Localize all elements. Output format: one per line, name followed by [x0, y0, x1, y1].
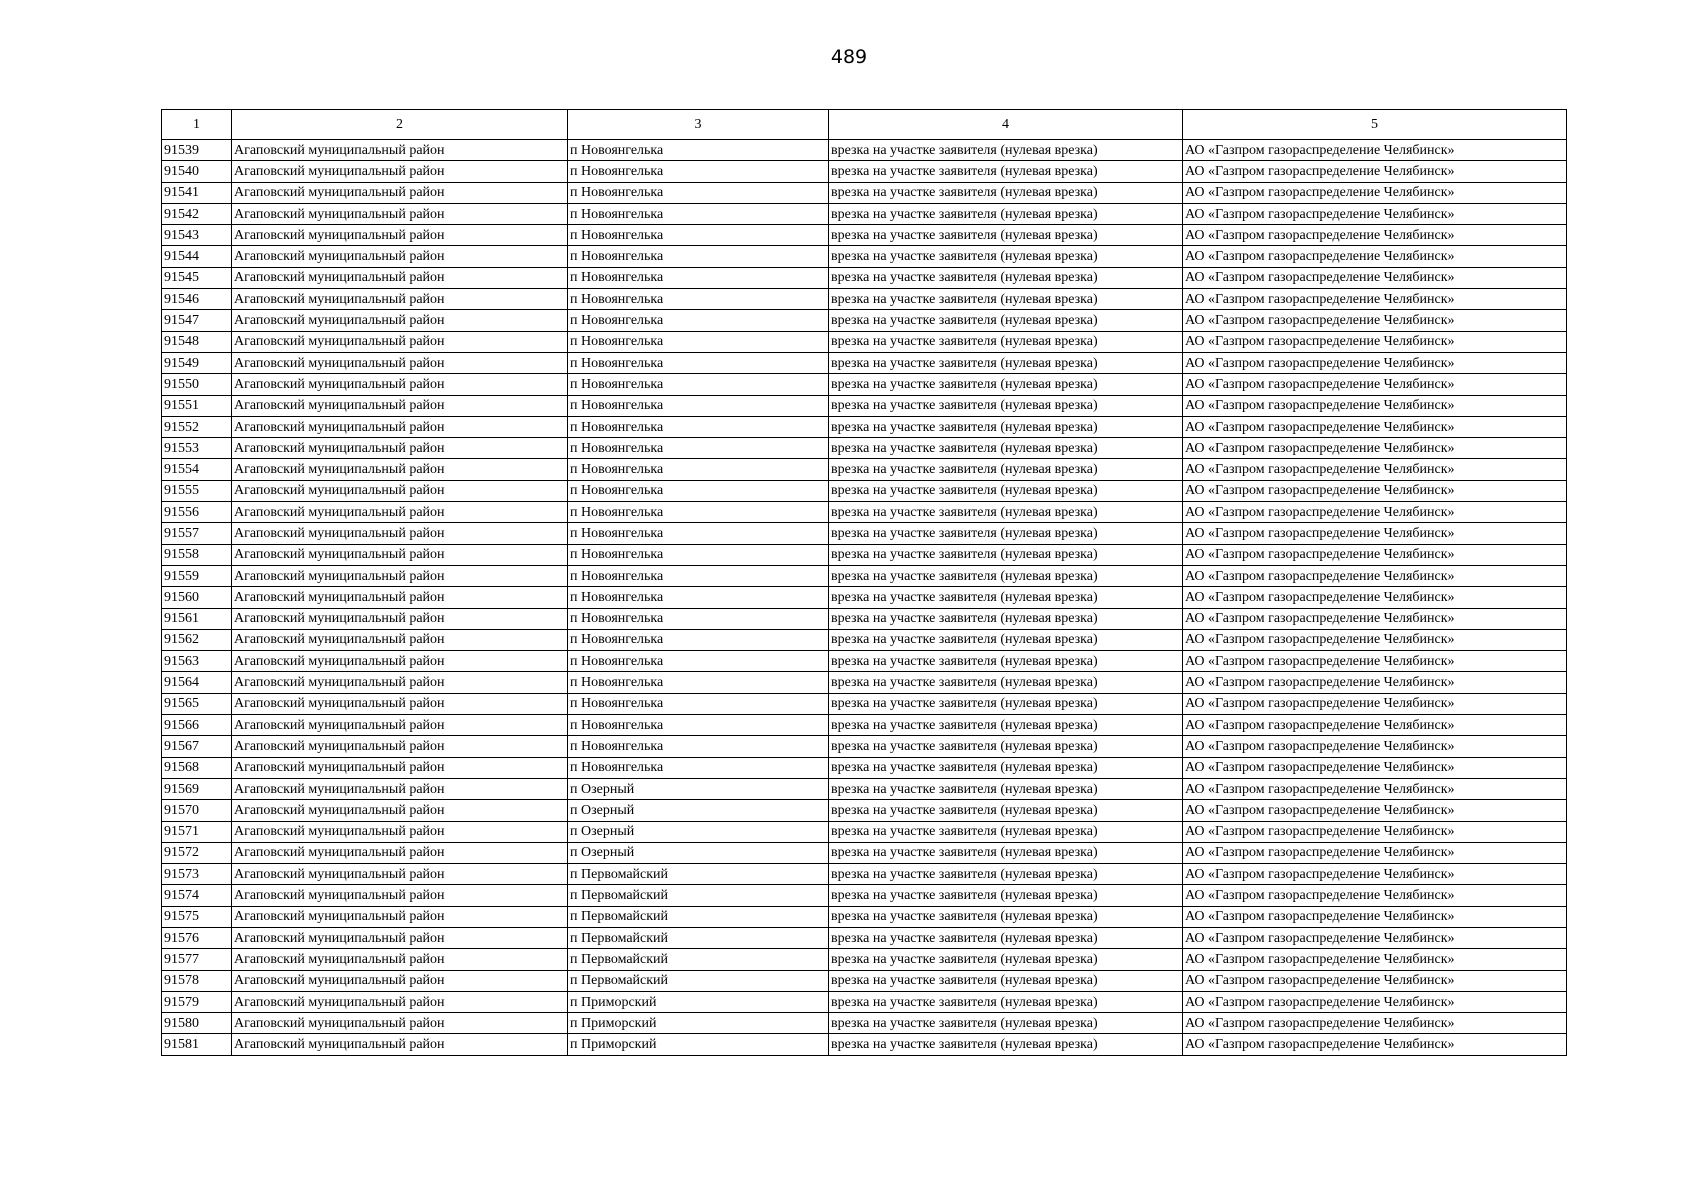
connection-type-cell: врезка на участке заявителя (нулевая врезка) [829, 736, 1183, 757]
record-number-cell: 91562 [162, 629, 232, 650]
district-cell: Агаповский муниципальный район [232, 395, 568, 416]
table-row [162, 651, 1567, 672]
data-table [161, 109, 1567, 1056]
record-number-cell: 91571 [162, 821, 232, 842]
record-number-cell: 91544 [162, 246, 232, 267]
organization-cell: АО «Газпром газораспределение Челябинск» [1183, 1034, 1567, 1055]
table-row [162, 864, 1567, 885]
record-number-cell: 91566 [162, 715, 232, 736]
table-row [162, 970, 1567, 991]
connection-type-cell: врезка на участке заявителя (нулевая врезка) [829, 927, 1183, 948]
connection-type-cell: врезка на участке заявителя (нулевая врезка) [829, 800, 1183, 821]
settlement-cell: п Новоянгелька [568, 672, 829, 693]
record-number-cell: 91564 [162, 672, 232, 693]
record-number-cell: 91563 [162, 651, 232, 672]
organization-cell: АО «Газпром газораспределение Челябинск» [1183, 502, 1567, 523]
district-cell: Агаповский муниципальный район [232, 161, 568, 182]
table-row [162, 906, 1567, 927]
settlement-cell: п Новоянгелька [568, 693, 829, 714]
organization-cell: АО «Газпром газораспределение Челябинск» [1183, 182, 1567, 203]
table-row [162, 565, 1567, 586]
record-number-cell: 91576 [162, 927, 232, 948]
record-number-cell: 91546 [162, 289, 232, 310]
table-row [162, 502, 1567, 523]
connection-type-cell: врезка на участке заявителя (нулевая врезка) [829, 587, 1183, 608]
connection-type-cell: врезка на участке заявителя (нулевая врезка) [829, 352, 1183, 373]
record-number-cell: 91572 [162, 842, 232, 863]
settlement-cell: п Новоянгелька [568, 161, 829, 182]
table-row [162, 757, 1567, 778]
organization-cell: АО «Газпром газораспределение Челябинск» [1183, 565, 1567, 586]
settlement-cell: п Новоянгелька [568, 565, 829, 586]
settlement-cell: п Новоянгелька [568, 395, 829, 416]
settlement-cell: п Новоянгелька [568, 289, 829, 310]
table-row [162, 225, 1567, 246]
settlement-cell: п Новоянгелька [568, 459, 829, 480]
settlement-cell: п Озерный [568, 778, 829, 799]
column-header-5: 5 [1183, 110, 1567, 140]
connection-type-cell: врезка на участке заявителя (нулевая врезка) [829, 502, 1183, 523]
organization-cell: АО «Газпром газораспределение Челябинск» [1183, 587, 1567, 608]
record-number-cell: 91569 [162, 778, 232, 799]
district-cell: Агаповский муниципальный район [232, 842, 568, 863]
settlement-cell: п Новоянгелька [568, 629, 829, 650]
organization-cell: АО «Газпром газораспределение Челябинск» [1183, 736, 1567, 757]
settlement-cell: п Новоянгелька [568, 182, 829, 203]
district-cell: Агаповский муниципальный район [232, 778, 568, 799]
settlement-cell: п Новоянгелька [568, 502, 829, 523]
organization-cell: АО «Газпром газораспределение Челябинск» [1183, 1013, 1567, 1034]
organization-cell: АО «Газпром газораспределение Челябинск» [1183, 885, 1567, 906]
district-cell: Агаповский муниципальный район [232, 1034, 568, 1055]
connection-type-cell: врезка на участке заявителя (нулевая врезка) [829, 289, 1183, 310]
record-number-cell: 91573 [162, 864, 232, 885]
record-number-cell: 91550 [162, 374, 232, 395]
organization-cell: АО «Газпром газораспределение Челябинск» [1183, 203, 1567, 224]
organization-cell: АО «Газпром газораспределение Челябинск» [1183, 416, 1567, 437]
settlement-cell: п Новоянгелька [568, 544, 829, 565]
table-row [162, 672, 1567, 693]
district-cell: Агаповский муниципальный район [232, 906, 568, 927]
connection-type-cell: врезка на участке заявителя (нулевая врезка) [829, 395, 1183, 416]
settlement-cell: п Новоянгелька [568, 715, 829, 736]
organization-cell: АО «Газпром газораспределение Челябинск» [1183, 715, 1567, 736]
district-cell: Агаповский муниципальный район [232, 715, 568, 736]
table-body [162, 140, 1567, 1056]
table-row [162, 438, 1567, 459]
district-cell: Агаповский муниципальный район [232, 331, 568, 352]
settlement-cell: п Приморский [568, 1013, 829, 1034]
connection-type-cell: врезка на участке заявителя (нулевая врезка) [829, 715, 1183, 736]
settlement-cell: п Новоянгелька [568, 310, 829, 331]
organization-cell: АО «Газпром газораспределение Челябинск» [1183, 608, 1567, 629]
table-row [162, 949, 1567, 970]
district-cell: Агаповский муниципальный район [232, 629, 568, 650]
table-row [162, 991, 1567, 1012]
organization-cell: АО «Газпром газораспределение Челябинск» [1183, 480, 1567, 501]
table-row [162, 480, 1567, 501]
table-row [162, 331, 1567, 352]
district-cell: Агаповский муниципальный район [232, 267, 568, 288]
record-number-cell: 91540 [162, 161, 232, 182]
district-cell: Агаповский муниципальный район [232, 225, 568, 246]
record-number-cell: 91556 [162, 502, 232, 523]
connection-type-cell: врезка на участке заявителя (нулевая врезка) [829, 182, 1183, 203]
district-cell: Агаповский муниципальный район [232, 310, 568, 331]
record-number-cell: 91568 [162, 757, 232, 778]
connection-type-cell: врезка на участке заявителя (нулевая врезка) [829, 906, 1183, 927]
district-cell: Агаповский муниципальный район [232, 246, 568, 267]
district-cell: Агаповский муниципальный район [232, 800, 568, 821]
record-number-cell: 91539 [162, 140, 232, 161]
record-number-cell: 91551 [162, 395, 232, 416]
connection-type-cell: врезка на участке заявителя (нулевая врезка) [829, 1034, 1183, 1055]
organization-cell: АО «Газпром газораспределение Челябинск» [1183, 949, 1567, 970]
table-row [162, 310, 1567, 331]
district-cell: Агаповский муниципальный район [232, 672, 568, 693]
connection-type-cell: врезка на участке заявителя (нулевая врезка) [829, 821, 1183, 842]
table-row [162, 1013, 1567, 1034]
organization-cell: АО «Газпром газораспределение Челябинск» [1183, 267, 1567, 288]
settlement-cell: п Озерный [568, 821, 829, 842]
table-row [162, 736, 1567, 757]
connection-type-cell: врезка на участке заявителя (нулевая врезка) [829, 544, 1183, 565]
organization-cell: АО «Газпром газораспределение Челябинск» [1183, 140, 1567, 161]
table-row [162, 778, 1567, 799]
settlement-cell: п Новоянгелька [568, 651, 829, 672]
district-cell: Агаповский муниципальный район [232, 438, 568, 459]
table-row [162, 544, 1567, 565]
district-cell: Агаповский муниципальный район [232, 736, 568, 757]
record-number-cell: 91555 [162, 480, 232, 501]
connection-type-cell: врезка на участке заявителя (нулевая врезка) [829, 970, 1183, 991]
table-row [162, 715, 1567, 736]
table-row [162, 161, 1567, 182]
connection-type-cell: врезка на участке заявителя (нулевая врезка) [829, 651, 1183, 672]
table-row [162, 246, 1567, 267]
record-number-cell: 91552 [162, 416, 232, 437]
district-cell: Агаповский муниципальный район [232, 970, 568, 991]
connection-type-cell: врезка на участке заявителя (нулевая врезка) [829, 949, 1183, 970]
connection-type-cell: врезка на участке заявителя (нулевая врезка) [829, 778, 1183, 799]
connection-type-cell: врезка на участке заявителя (нулевая врезка) [829, 693, 1183, 714]
settlement-cell: п Новоянгелька [568, 608, 829, 629]
column-header-3: 3 [568, 110, 829, 140]
organization-cell: АО «Газпром газораспределение Челябинск» [1183, 800, 1567, 821]
table-row [162, 203, 1567, 224]
table-row [162, 182, 1567, 203]
organization-cell: АО «Газпром газораспределение Челябинск» [1183, 672, 1567, 693]
organization-cell: АО «Газпром газораспределение Челябинск» [1183, 374, 1567, 395]
table-row [162, 374, 1567, 395]
organization-cell: АО «Газпром газораспределение Челябинск» [1183, 331, 1567, 352]
organization-cell: АО «Газпром газораспределение Челябинск» [1183, 842, 1567, 863]
connection-type-cell: врезка на участке заявителя (нулевая врезка) [829, 991, 1183, 1012]
organization-cell: АО «Газпром газораспределение Челябинск» [1183, 459, 1567, 480]
connection-type-cell: врезка на участке заявителя (нулевая врезка) [829, 608, 1183, 629]
district-cell: Агаповский муниципальный район [232, 885, 568, 906]
district-cell: Агаповский муниципальный район [232, 182, 568, 203]
organization-cell: АО «Газпром газораспределение Челябинск» [1183, 821, 1567, 842]
district-cell: Агаповский муниципальный район [232, 587, 568, 608]
organization-cell: АО «Газпром газораспределение Челябинск» [1183, 693, 1567, 714]
district-cell: Агаповский муниципальный район [232, 140, 568, 161]
table-row [162, 885, 1567, 906]
organization-cell: АО «Газпром газораспределение Челябинск» [1183, 352, 1567, 373]
settlement-cell: п Новоянгелька [568, 757, 829, 778]
record-number-cell: 91553 [162, 438, 232, 459]
settlement-cell: п Первомайский [568, 949, 829, 970]
organization-cell: АО «Газпром газораспределение Челябинск» [1183, 544, 1567, 565]
column-header-2: 2 [232, 110, 568, 140]
organization-cell: АО «Газпром газораспределение Челябинск» [1183, 395, 1567, 416]
record-number-cell: 91580 [162, 1013, 232, 1034]
settlement-cell: п Первомайский [568, 970, 829, 991]
table-row [162, 842, 1567, 863]
district-cell: Агаповский муниципальный район [232, 651, 568, 672]
organization-cell: АО «Газпром газораспределение Челябинск» [1183, 970, 1567, 991]
header-row [162, 110, 1567, 140]
connection-type-cell: врезка на участке заявителя (нулевая врезка) [829, 416, 1183, 437]
table-row [162, 800, 1567, 821]
settlement-cell: п Новоянгелька [568, 246, 829, 267]
table-row [162, 395, 1567, 416]
settlement-cell: п Новоянгелька [568, 203, 829, 224]
table-row [162, 459, 1567, 480]
connection-type-cell: врезка на участке заявителя (нулевая врезка) [829, 267, 1183, 288]
record-number-cell: 91543 [162, 225, 232, 246]
page-number: 489 [830, 46, 868, 68]
settlement-cell: п Первомайский [568, 906, 829, 927]
district-cell: Агаповский муниципальный район [232, 565, 568, 586]
district-cell: Агаповский муниципальный район [232, 949, 568, 970]
settlement-cell: п Новоянгелька [568, 587, 829, 608]
organization-cell: АО «Газпром газораспределение Челябинск» [1183, 629, 1567, 650]
connection-type-cell: врезка на участке заявителя (нулевая врезка) [829, 1013, 1183, 1034]
organization-cell: АО «Газпром газораспределение Челябинск» [1183, 310, 1567, 331]
district-cell: Агаповский муниципальный район [232, 608, 568, 629]
table-row [162, 693, 1567, 714]
connection-type-cell: врезка на участке заявителя (нулевая врезка) [829, 374, 1183, 395]
record-number-cell: 91567 [162, 736, 232, 757]
record-number-cell: 91554 [162, 459, 232, 480]
table-row [162, 927, 1567, 948]
settlement-cell: п Новоянгелька [568, 331, 829, 352]
table-row [162, 140, 1567, 161]
organization-cell: АО «Газпром газораспределение Челябинск» [1183, 906, 1567, 927]
record-number-cell: 91560 [162, 587, 232, 608]
settlement-cell: п Приморский [568, 1034, 829, 1055]
settlement-cell: п Первомайский [568, 927, 829, 948]
record-number-cell: 91565 [162, 693, 232, 714]
settlement-cell: п Озерный [568, 842, 829, 863]
record-number-cell: 91542 [162, 203, 232, 224]
district-cell: Агаповский муниципальный район [232, 1013, 568, 1034]
district-cell: Агаповский муниципальный район [232, 459, 568, 480]
organization-cell: АО «Газпром газораспределение Челябинск» [1183, 161, 1567, 182]
table-header [162, 110, 1567, 140]
record-number-cell: 91578 [162, 970, 232, 991]
connection-type-cell: врезка на участке заявителя (нулевая врезка) [829, 203, 1183, 224]
settlement-cell: п Новоянгелька [568, 438, 829, 459]
district-cell: Агаповский муниципальный район [232, 289, 568, 310]
record-number-cell: 91581 [162, 1034, 232, 1055]
table-row [162, 608, 1567, 629]
settlement-cell: п Первомайский [568, 885, 829, 906]
table-row [162, 629, 1567, 650]
connection-type-cell: врезка на участке заявителя (нулевая врезка) [829, 140, 1183, 161]
column-header-4: 4 [829, 110, 1183, 140]
district-cell: Агаповский муниципальный район [232, 352, 568, 373]
connection-type-cell: врезка на участке заявителя (нулевая врезка) [829, 480, 1183, 501]
settlement-cell: п Новоянгелька [568, 225, 829, 246]
organization-cell: АО «Газпром газораспределение Челябинск» [1183, 523, 1567, 544]
district-cell: Агаповский муниципальный район [232, 203, 568, 224]
settlement-cell: п Новоянгелька [568, 374, 829, 395]
connection-type-cell: врезка на участке заявителя (нулевая врезка) [829, 629, 1183, 650]
record-number-cell: 91561 [162, 608, 232, 629]
table-row [162, 289, 1567, 310]
connection-type-cell: врезка на участке заявителя (нулевая врезка) [829, 523, 1183, 544]
district-cell: Агаповский муниципальный район [232, 927, 568, 948]
connection-type-cell: врезка на участке заявителя (нулевая врезка) [829, 161, 1183, 182]
district-cell: Агаповский муниципальный район [232, 693, 568, 714]
organization-cell: АО «Газпром газораспределение Челябинск» [1183, 778, 1567, 799]
column-header-1: 1 [162, 110, 232, 140]
connection-type-cell: врезка на участке заявителя (нулевая врезка) [829, 864, 1183, 885]
connection-type-cell: врезка на участке заявителя (нулевая врезка) [829, 885, 1183, 906]
settlement-cell: п Новоянгелька [568, 140, 829, 161]
settlement-cell: п Новоянгелька [568, 480, 829, 501]
district-cell: Агаповский муниципальный район [232, 416, 568, 437]
table-row [162, 352, 1567, 373]
organization-cell: АО «Газпром газораспределение Челябинск» [1183, 651, 1567, 672]
connection-type-cell: врезка на участке заявителя (нулевая врезка) [829, 459, 1183, 480]
organization-cell: АО «Газпром газораспределение Челябинск» [1183, 757, 1567, 778]
connection-type-cell: врезка на участке заявителя (нулевая врезка) [829, 310, 1183, 331]
organization-cell: АО «Газпром газораспределение Челябинск» [1183, 927, 1567, 948]
district-cell: Агаповский муниципальный район [232, 821, 568, 842]
table-row [162, 1034, 1567, 1055]
record-number-cell: 91575 [162, 906, 232, 927]
table-row [162, 523, 1567, 544]
connection-type-cell: врезка на участке заявителя (нулевая врезка) [829, 225, 1183, 246]
record-number-cell: 91577 [162, 949, 232, 970]
district-cell: Агаповский муниципальный район [232, 544, 568, 565]
organization-cell: АО «Газпром газораспределение Челябинск» [1183, 246, 1567, 267]
record-number-cell: 91541 [162, 182, 232, 203]
record-number-cell: 91570 [162, 800, 232, 821]
record-number-cell: 91558 [162, 544, 232, 565]
connection-type-cell: врезка на участке заявителя (нулевая врезка) [829, 438, 1183, 459]
district-cell: Агаповский муниципальный район [232, 991, 568, 1012]
record-number-cell: 91547 [162, 310, 232, 331]
organization-cell: АО «Газпром газораспределение Челябинск» [1183, 225, 1567, 246]
record-number-cell: 91559 [162, 565, 232, 586]
organization-cell: АО «Газпром газораспределение Челябинск» [1183, 289, 1567, 310]
district-cell: Агаповский муниципальный район [232, 864, 568, 885]
connection-type-cell: врезка на участке заявителя (нулевая врезка) [829, 672, 1183, 693]
table-row [162, 416, 1567, 437]
organization-cell: АО «Газпром газораспределение Челябинск» [1183, 991, 1567, 1012]
settlement-cell: п Озерный [568, 800, 829, 821]
connection-type-cell: врезка на участке заявителя (нулевая врезка) [829, 757, 1183, 778]
organization-cell: АО «Газпром газораспределение Челябинск» [1183, 864, 1567, 885]
organization-cell: АО «Газпром газораспределение Челябинск» [1183, 438, 1567, 459]
settlement-cell: п Приморский [568, 991, 829, 1012]
settlement-cell: п Новоянгелька [568, 523, 829, 544]
settlement-cell: п Новоянгелька [568, 352, 829, 373]
record-number-cell: 91548 [162, 331, 232, 352]
record-number-cell: 91549 [162, 352, 232, 373]
settlement-cell: п Первомайский [568, 864, 829, 885]
settlement-cell: п Новоянгелька [568, 267, 829, 288]
connection-type-cell: врезка на участке заявителя (нулевая врезка) [829, 331, 1183, 352]
record-number-cell: 91579 [162, 991, 232, 1012]
connection-type-cell: врезка на участке заявителя (нулевая врезка) [829, 246, 1183, 267]
table-row [162, 587, 1567, 608]
record-number-cell: 91574 [162, 885, 232, 906]
record-number-cell: 91545 [162, 267, 232, 288]
table-row [162, 821, 1567, 842]
connection-type-cell: врезка на участке заявителя (нулевая врезка) [829, 565, 1183, 586]
district-cell: Агаповский муниципальный район [232, 523, 568, 544]
table-row [162, 267, 1567, 288]
district-cell: Агаповский муниципальный район [232, 757, 568, 778]
settlement-cell: п Новоянгелька [568, 416, 829, 437]
district-cell: Агаповский муниципальный район [232, 502, 568, 523]
record-number-cell: 91557 [162, 523, 232, 544]
district-cell: Агаповский муниципальный район [232, 374, 568, 395]
district-cell: Агаповский муниципальный район [232, 480, 568, 501]
connection-type-cell: врезка на участке заявителя (нулевая врезка) [829, 842, 1183, 863]
settlement-cell: п Новоянгелька [568, 736, 829, 757]
